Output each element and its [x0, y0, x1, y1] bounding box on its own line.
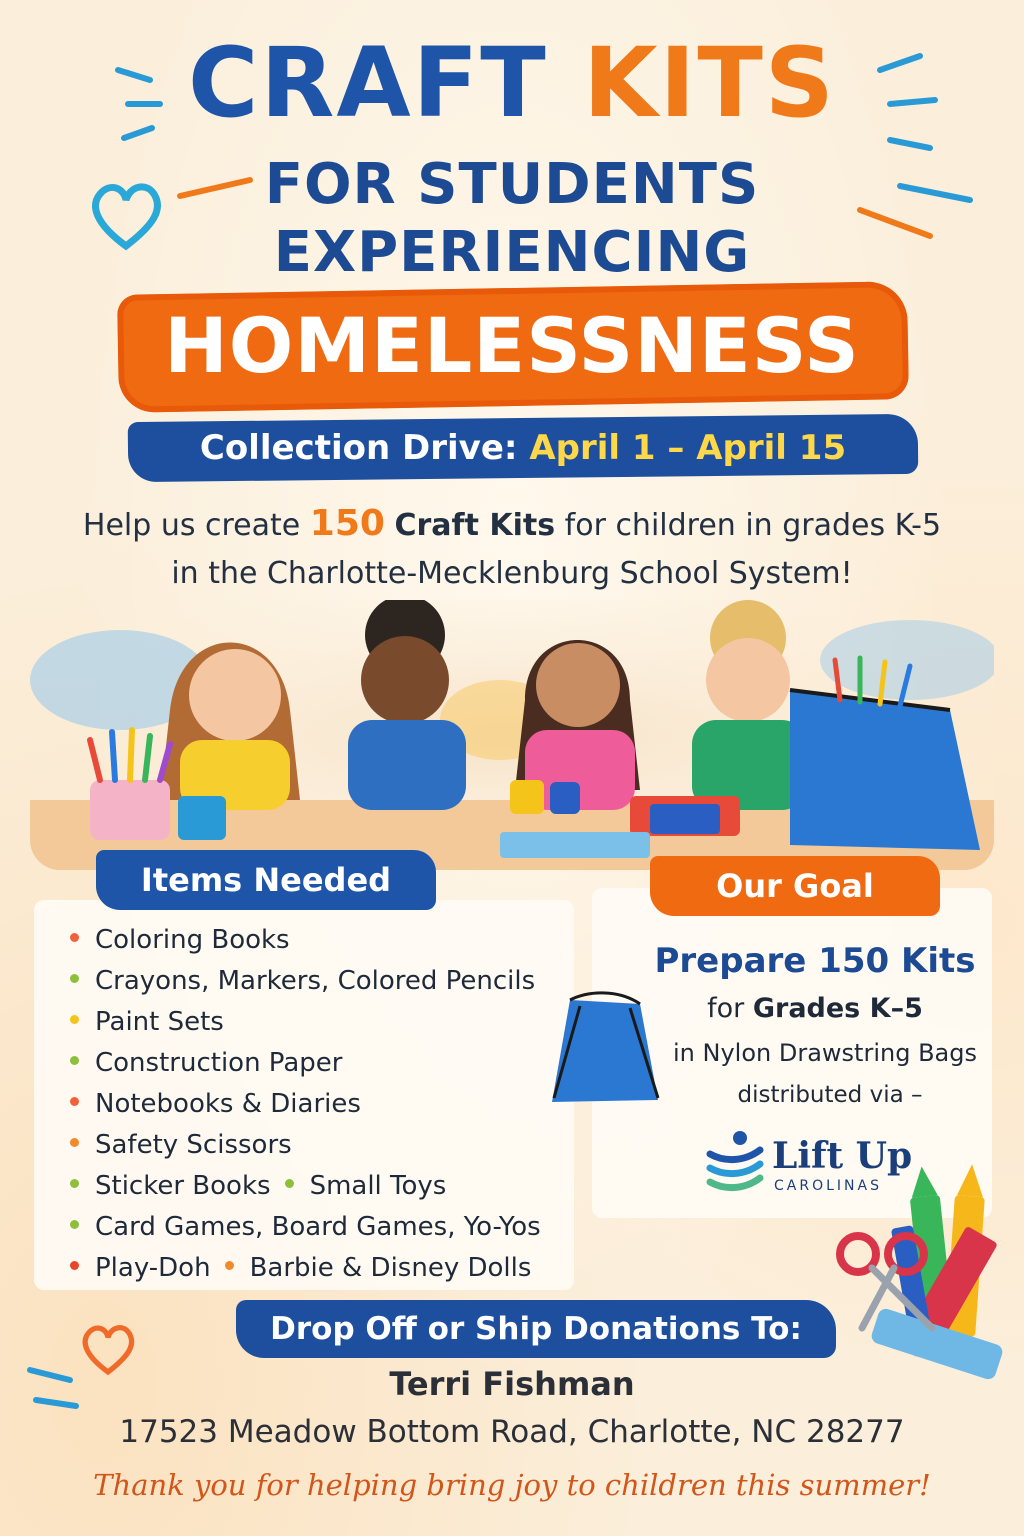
item-label: Card Games, Board Games, Yo-Yos — [95, 1212, 541, 1242]
drawstring-bag-icon — [540, 980, 670, 1120]
item-label: Small Toys — [309, 1171, 447, 1201]
bullet-dot-icon — [225, 1261, 234, 1270]
list-item — [70, 920, 570, 961]
item-label: Notebooks & Diaries — [95, 1089, 361, 1119]
collection-drive-banner — [128, 418, 918, 478]
bullet-dot-icon — [70, 974, 79, 983]
lift-up-logo-icon — [704, 1128, 766, 1192]
goal-grades-value: Grades K–5 — [752, 993, 923, 1024]
dropoff-recipient: Terri Fishman — [389, 1365, 635, 1403]
item-label: Paint Sets — [95, 1007, 224, 1037]
list-item — [70, 1084, 570, 1125]
intro-kits: Craft Kits — [394, 508, 556, 543]
bullet-dot-icon — [70, 1015, 79, 1024]
intro-line-2: in the Charlotte-Mecklenburg School System! — [171, 556, 853, 591]
list-item — [70, 1125, 570, 1166]
children-crafting-photo — [30, 600, 994, 870]
bullet-dot-icon — [70, 1220, 79, 1229]
list-item — [70, 961, 570, 1002]
goal-bags: in Nylon Drawstring Bags — [673, 1039, 977, 1067]
intro-line-1 — [30, 500, 994, 550]
item-label: Sticker Books — [95, 1171, 271, 1201]
list-item — [70, 1248, 570, 1289]
thank-you-message: Thank you for helping bring joy to children this summer! — [93, 1468, 931, 1502]
our-goal-heading: Our Goal — [650, 856, 940, 916]
bullet-dot-icon — [70, 1138, 79, 1147]
drive-dates: April 1 – April 15 — [529, 428, 847, 468]
title-for-students: FOR STUDENTS — [264, 152, 760, 217]
bullet-dot-icon — [70, 1261, 79, 1270]
title-craft-kits — [0, 28, 1024, 138]
item-label: Safety Scissors — [95, 1130, 292, 1160]
item-label: Barbie & Disney Dolls — [249, 1253, 532, 1283]
scissors-icon — [832, 1228, 952, 1348]
list-item — [70, 1043, 570, 1084]
title-homelessness: HOMELESSNESS — [164, 301, 860, 390]
item-label: Construction Paper — [95, 1048, 343, 1078]
lift-up-logo-name: Lift Up — [772, 1135, 913, 1177]
dropoff-address: 17523 Meadow Bottom Road, Charlotte, NC 28277 — [119, 1414, 905, 1450]
intro-part1: Help us create — [82, 508, 301, 543]
bullet-dot-icon — [70, 1056, 79, 1065]
item-label: Coloring Books — [95, 925, 290, 955]
drive-label: Collection Drive: — [199, 428, 518, 468]
intro-part2: for children in grades K-5 — [564, 508, 942, 543]
dropoff-heading: Drop Off or Ship Donations To: — [270, 1311, 802, 1347]
list-item — [70, 1166, 570, 1207]
title-word-kits: KITS — [583, 27, 836, 139]
items-needed-list — [70, 920, 570, 1289]
intro-text — [30, 500, 994, 598]
goal-distribution: distributed via – — [737, 1082, 923, 1108]
title-word-craft: CRAFT — [188, 27, 548, 139]
title-experiencing: EXPERIENCING — [273, 220, 751, 285]
intro-count: 150 — [309, 503, 385, 544]
bullet-dot-icon — [70, 1097, 79, 1106]
item-label: Crayons, Markers, Colored Pencils — [95, 966, 536, 996]
item-label: Play-Doh — [95, 1253, 211, 1283]
lift-up-logo-sub: CAROLINAS — [774, 1178, 882, 1194]
bullet-dot-icon — [70, 1179, 79, 1188]
goal-grades-prefix: for — [707, 993, 745, 1024]
bullet-dot-icon — [70, 933, 79, 942]
list-item — [70, 1002, 570, 1043]
items-needed-heading: Items Needed — [96, 850, 436, 910]
bullet-dot-icon — [285, 1179, 294, 1188]
goal-kits-count: Prepare 150 Kits — [654, 941, 976, 981]
list-item — [70, 1207, 570, 1248]
